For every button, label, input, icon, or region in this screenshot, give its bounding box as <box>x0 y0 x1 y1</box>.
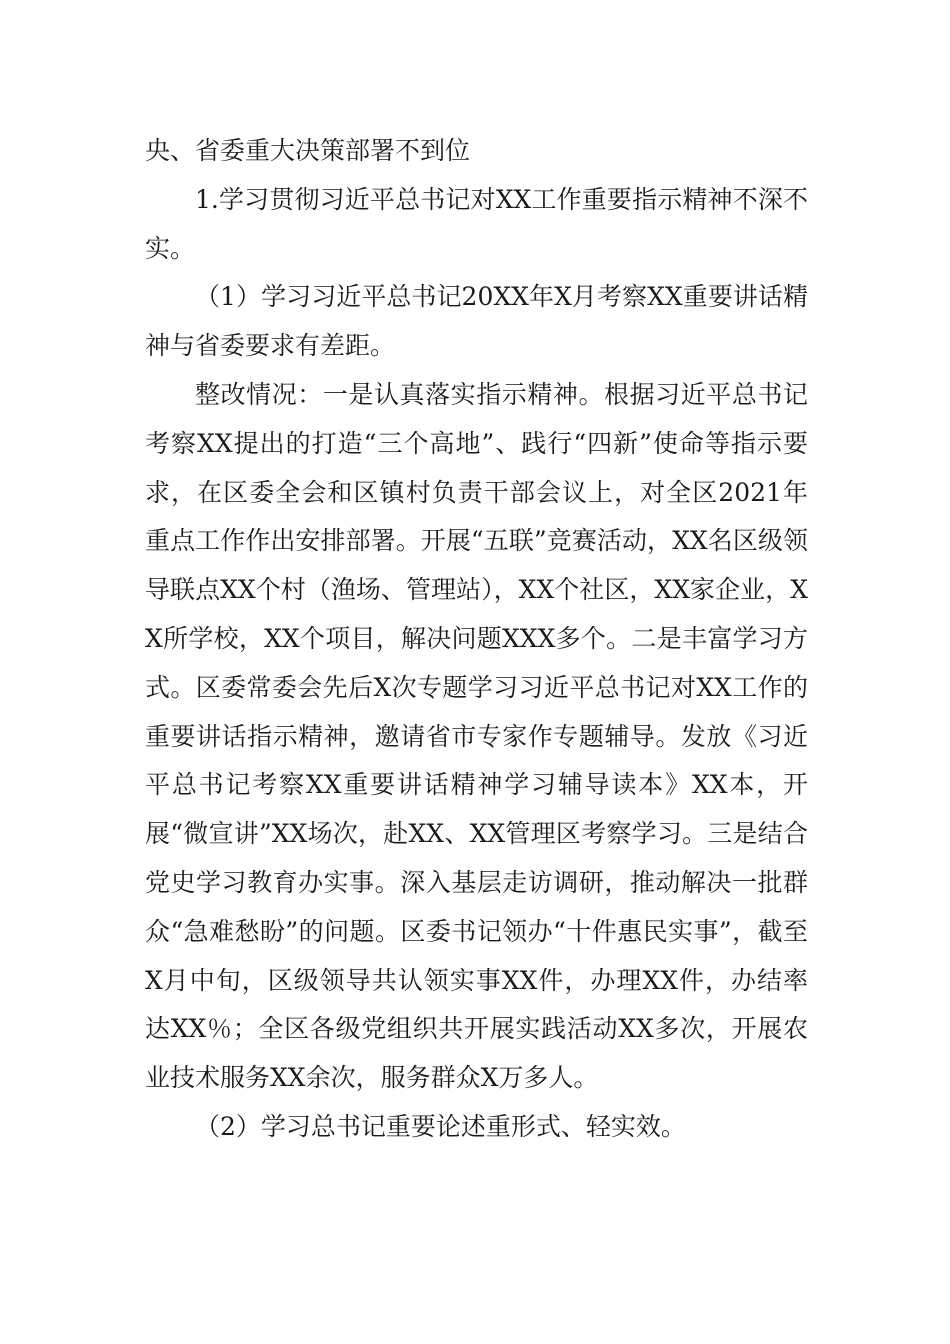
paragraph-rectification-status: 整改情况：一是认真落实指示精神。根据习近平总书记考察XX提出的打造“三个高地”、践行“四新”使命等指示要求，在区委全会和区镇村负责干部会议上，对全区2021年重点工作作出安排部署。开展“五联”竞赛活动，XX名区级领导联点XX个村（渔场、管理站），XX个社区，XX家企业，XX所学校，XX个项目，解决问题XXX多个。二是丰富学习方式。区委常委会先后X次专题学习习近平总书记对XX工作的重要讲话指示精神，邀请省市专家作专题辅导。发放《习近平总书记考察XX重要讲话精神学习辅导读本》XX本，开展“微宣讲”XX场次，赴XX、XX管理区考察学习。三是结合党史学习教育办实事。深入基层走访调研，推动解决一批群众“急难愁盼”的问题。区委书记领办“十件惠民实事”，截至X月中旬，区级领导共认领实事XX件，办理XX件，办结率达XX％；全区各级党组织共开展实践活动XX多次，开展农业技术服务XX余次，服务群众X万多人。 <box>145 379 808 1093</box>
paragraph-subheading-2: （2）学习总书记重要论述重形式、轻实效。 <box>195 1111 686 1141</box>
paragraph-continuation: 央、省委重大决策部署不到位 <box>145 136 471 165</box>
document-body <box>145 127 808 1152</box>
paragraph-subheading-1: （1）学习习近平总书记20XX年X月考察XX重要讲话精神与省委要求有差距。 <box>145 282 808 361</box>
paragraph-heading-1: 1.学习贯彻习近平总书记对XX工作重要指示精神不深不实。 <box>145 184 808 263</box>
